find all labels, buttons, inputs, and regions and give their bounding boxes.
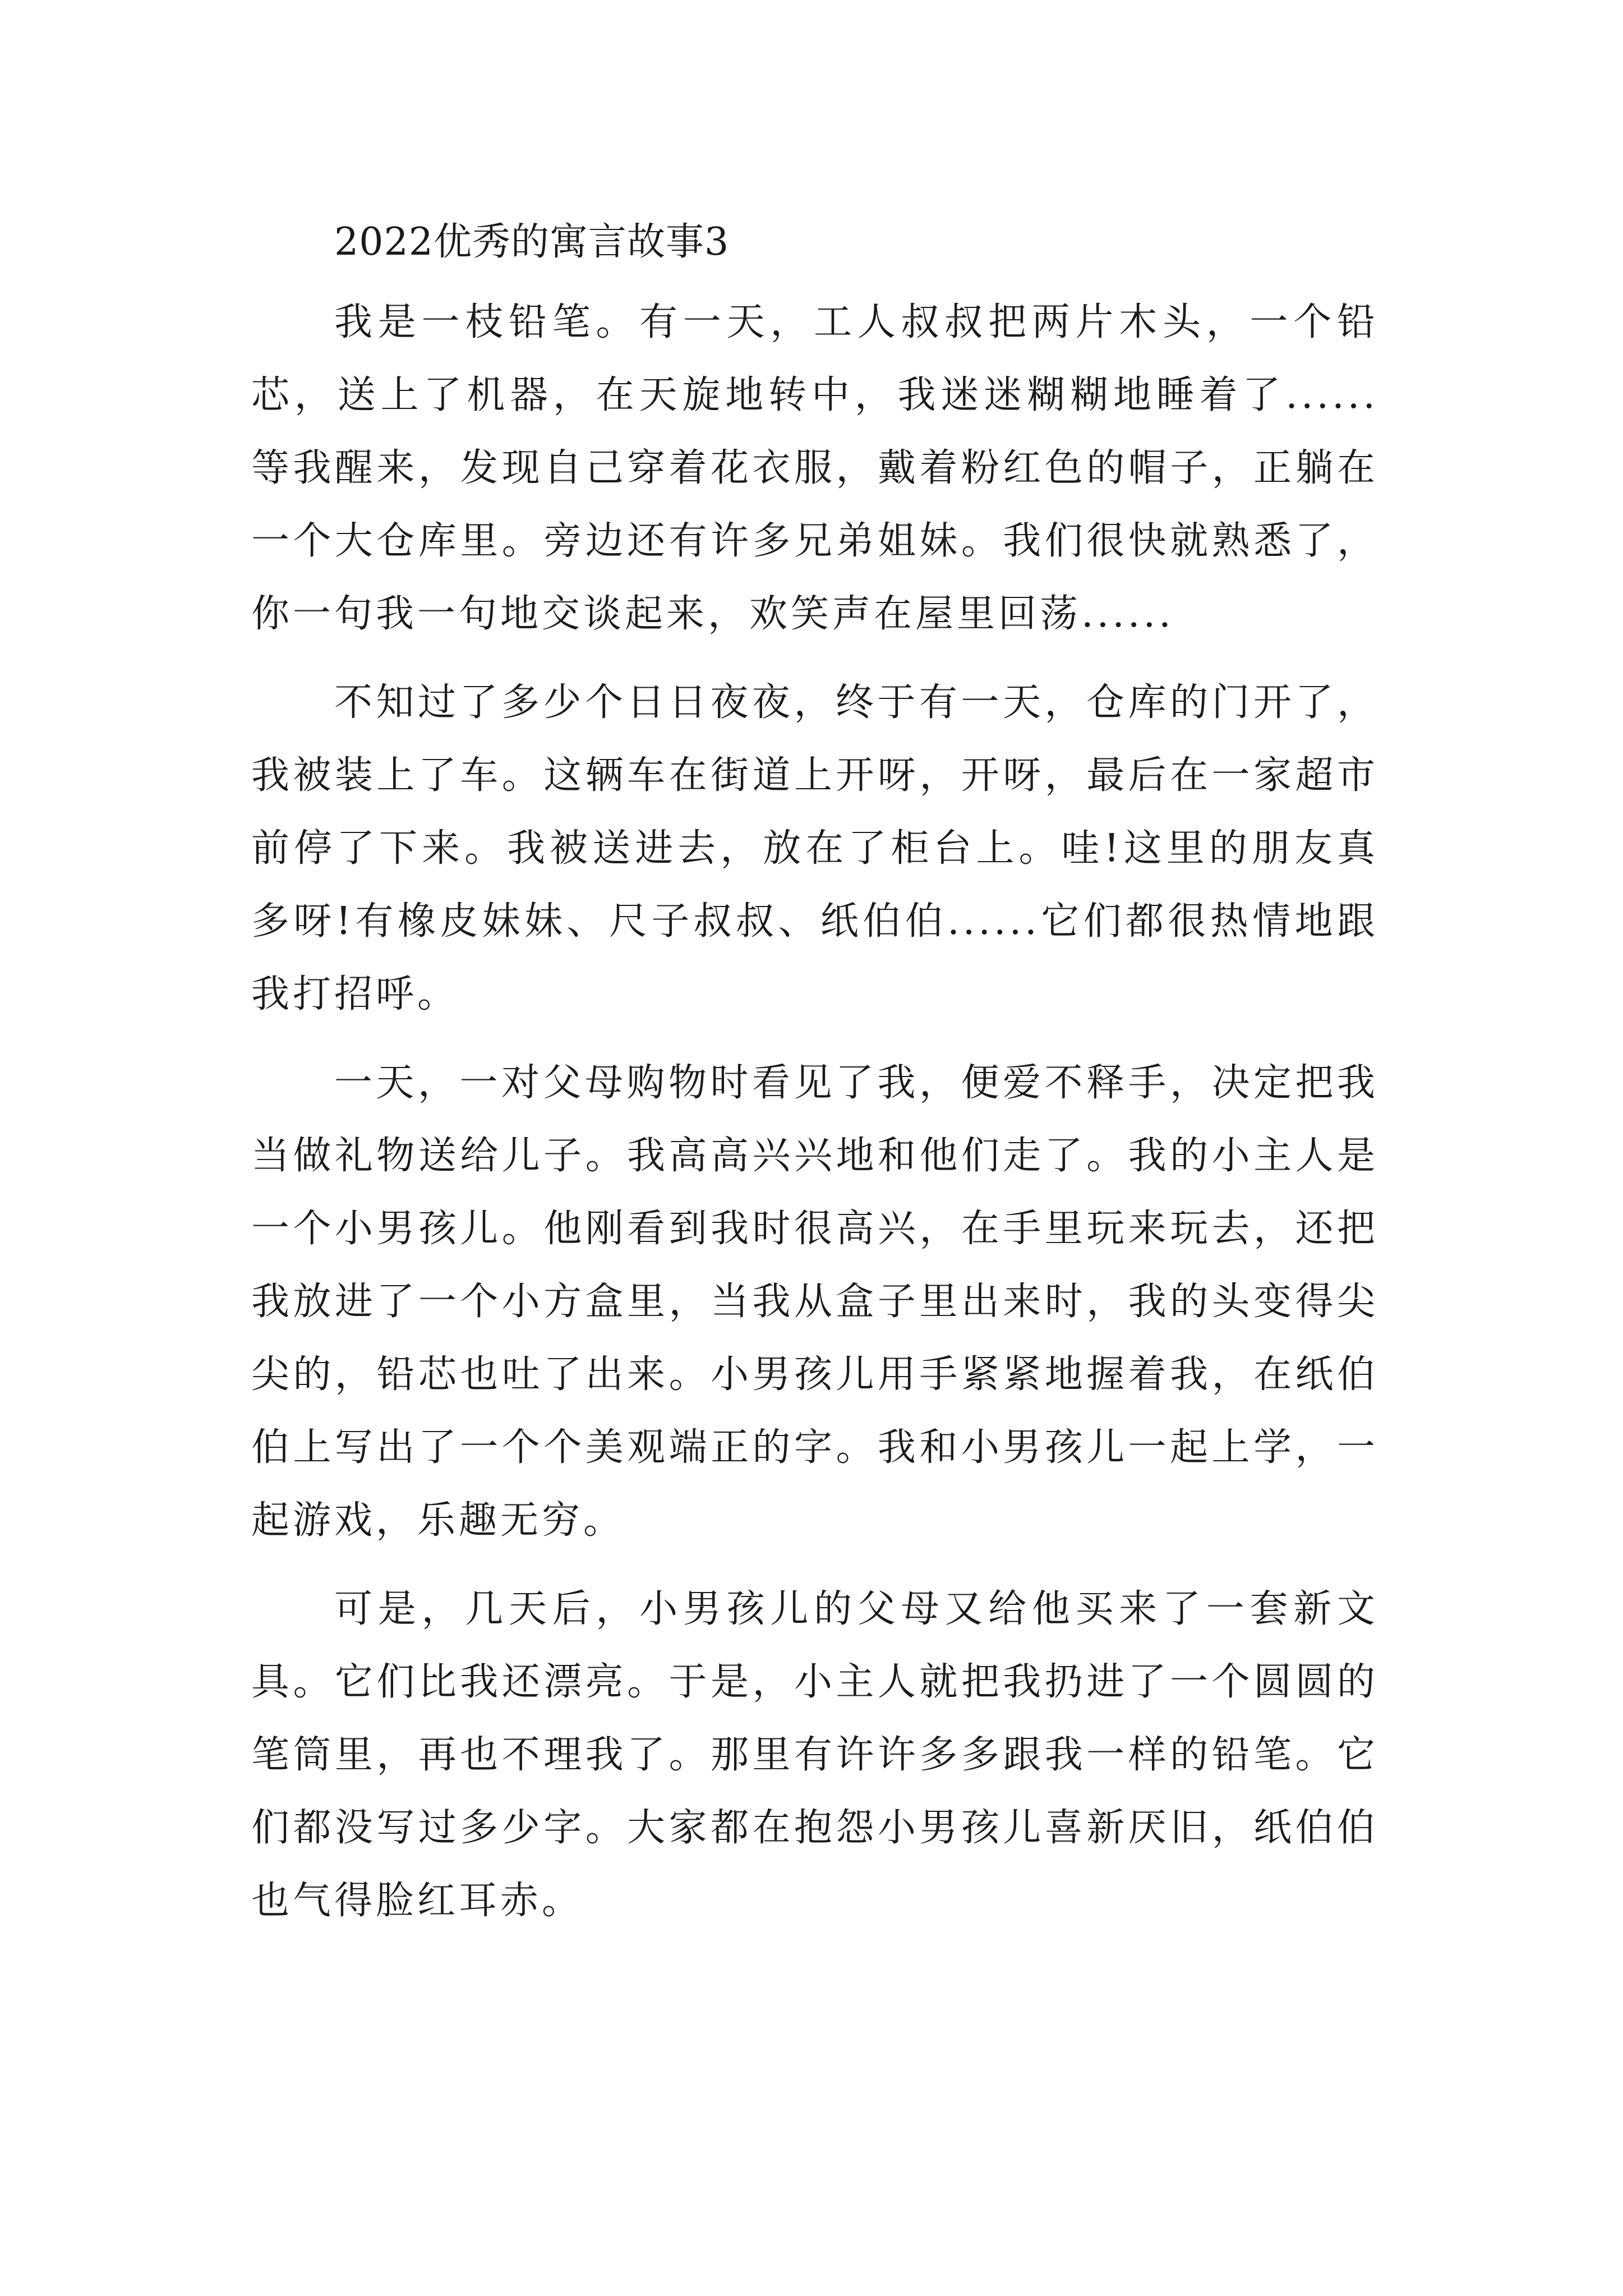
- paragraph-2: 不知过了多少个日日夜夜，终于有一天，仓库的门开了，我被装上了车。这辆车在街道上开呀，开呀，最后在一家超市前停了下来。我被送进去，放在了柜台上。哇!这里的朋友真多呀!有橡皮妹妹、尺子叔叔、纸伯伯......它们都很热情地跟我打招呼。: [251, 680, 1378, 1016]
- paragraph-4: 可是，几天后，小男孩儿的父母又给他买来了一套新文具。它们比我还漂亮。于是，小主人就把我扔进了一个圆圆的笔筒里，再也不理我了。那里有许许多多跟我一样的铅笔。它们都没写过多少字。大家都在抱怨小男孩儿喜新厌旧，纸伯伯也气得脸红耳赤。: [251, 1587, 1378, 1923]
- document-title: 2022优秀的寓言故事3: [334, 220, 730, 264]
- document-body: [251, 214, 1378, 1953]
- paragraph-1: 我是一枝铅笔。有一天，工人叔叔把两片木头，一个铅芯，送上了机器，在天旋地转中，我迷迷糊糊地睡着了......等我醒来，发现自己穿着花衣服，戴着粉红色的帽子，正躺在一个大仓库里。旁边还有许多兄弟姐妹。我们很快就熟悉了，你一句我一句地交谈起来，欢笑声在屋里回荡......: [251, 300, 1378, 636]
- paragraph-3: 一天，一对父母购物时看见了我，便爱不释手，决定把我当做礼物送给儿子。我高高兴兴地和他们走了。我的小主人是一个小男孩儿。他刚看到我时很高兴，在手里玩来玩去，还把我放进了一个小方盒里，当我从盒子里出来时，我的头变得尖尖的，铅芯也吐了出来。小男孩儿用手紧紧地握着我，在纸伯伯上写出了一个个美观端正的字。我和小男孩儿一起上学，一起游戏，乐趣无穷。: [251, 1061, 1378, 1543]
